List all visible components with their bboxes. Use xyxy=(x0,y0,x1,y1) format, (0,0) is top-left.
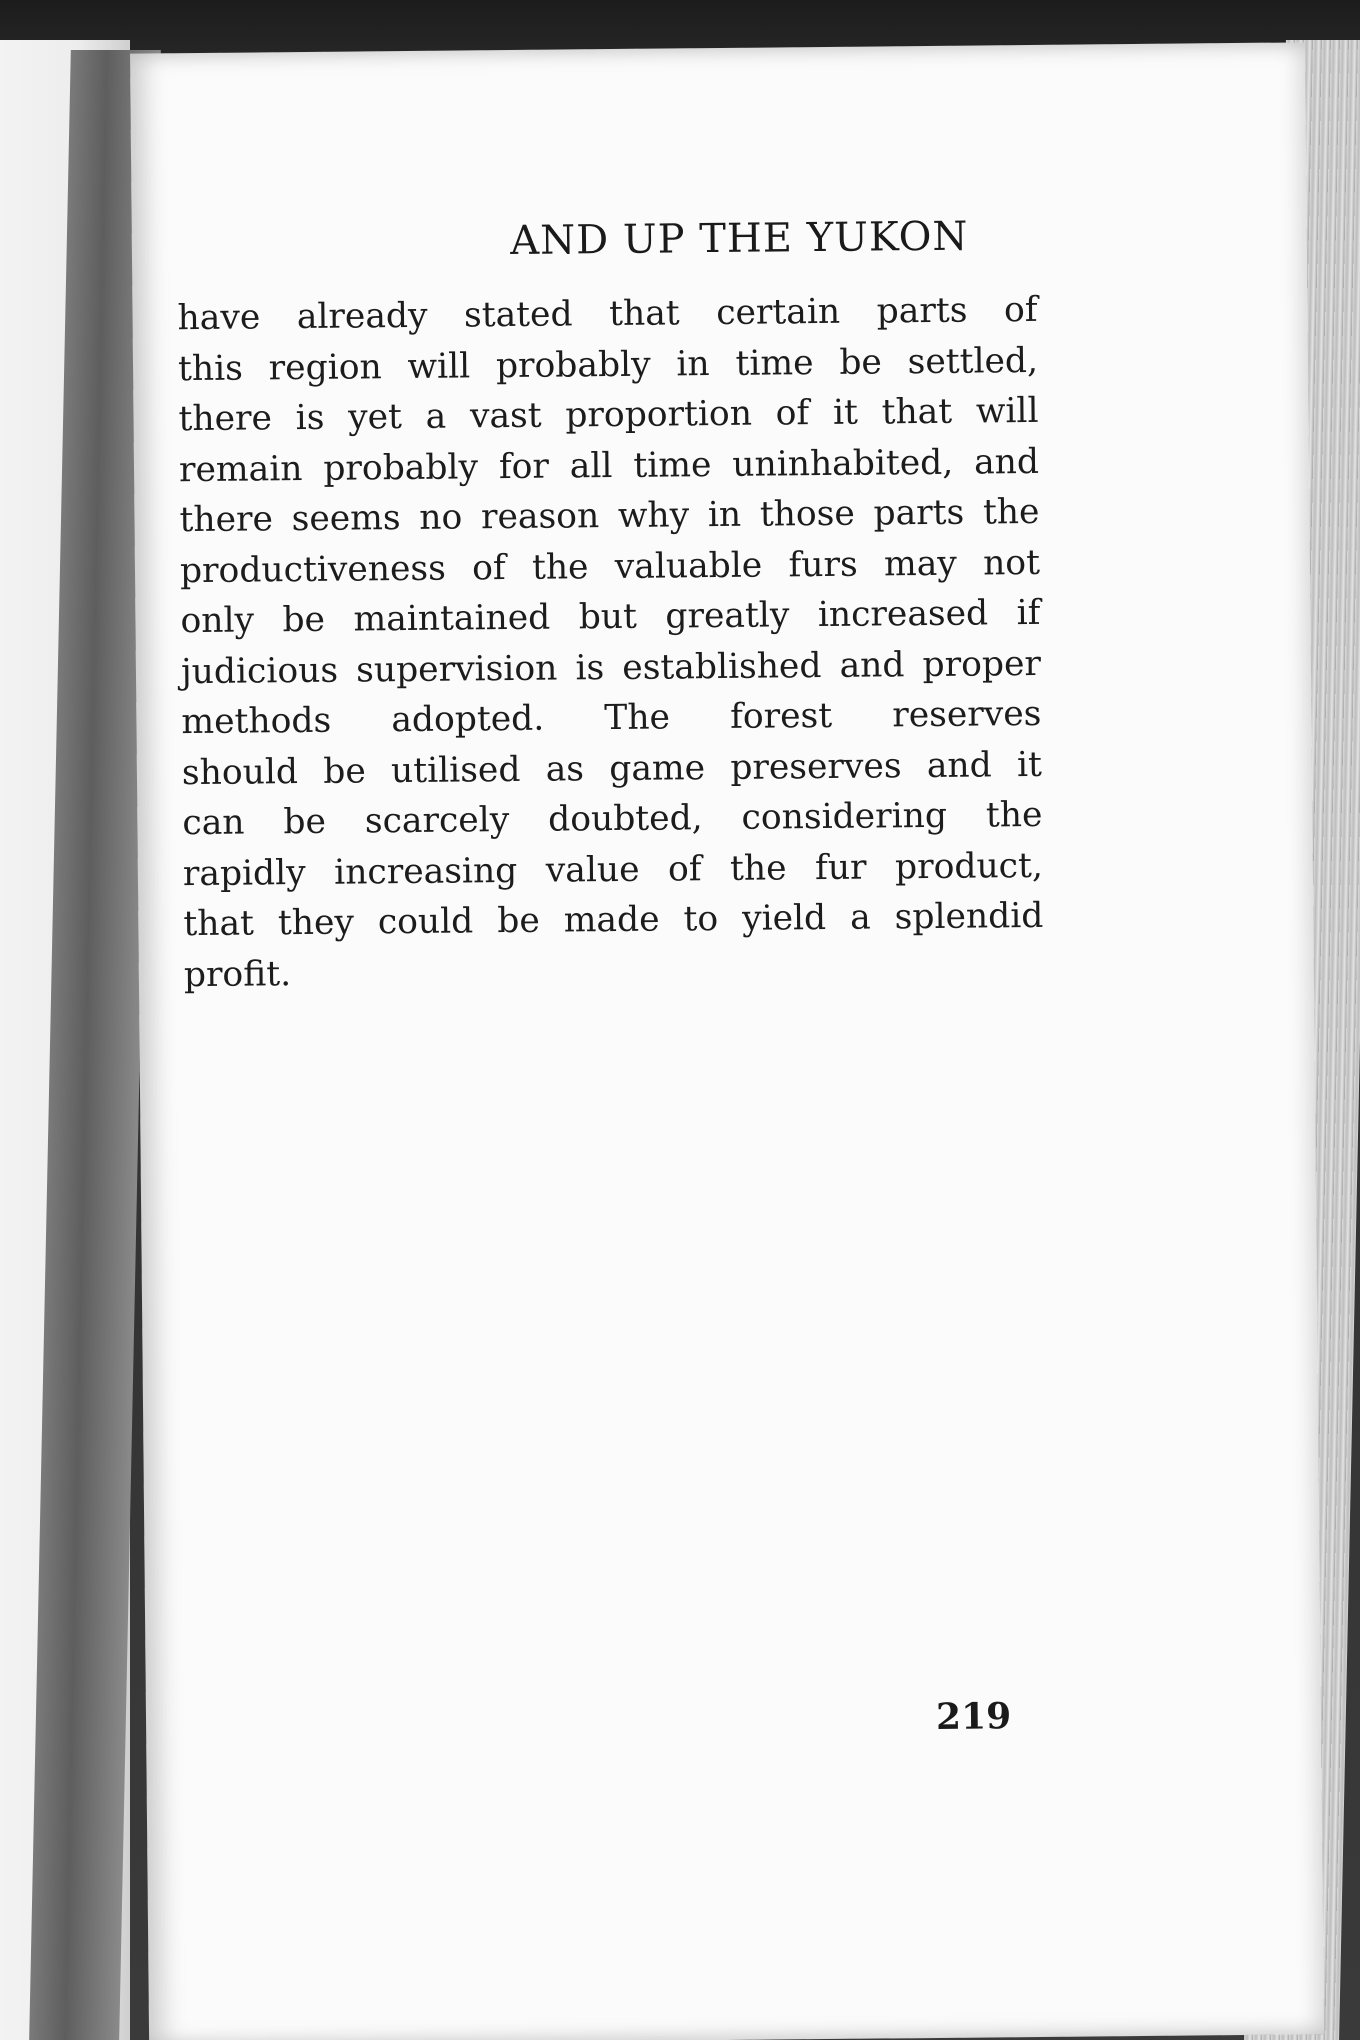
text-line: that they could be made to yield a splendid xyxy=(183,895,1044,945)
text-line: profit. xyxy=(183,953,292,995)
text-line: should be utilised as game preserves and it xyxy=(181,744,1043,793)
text-line: methods adopted. The forest reserves xyxy=(181,693,1042,743)
page-number: 219 xyxy=(935,1695,1012,1738)
body-text xyxy=(177,285,1044,1000)
running-head: AND UP THE YUKON xyxy=(510,213,969,264)
text-line: there is yet a vast proportion of it that will xyxy=(178,390,1039,440)
text-line: have already stated that certain parts of xyxy=(177,289,1038,339)
text-line: there seems no reason why in those parts the xyxy=(179,491,1040,541)
text-line: this region will probably in time be settled, xyxy=(177,340,1039,389)
text-line: productiveness of the valuable furs may not xyxy=(179,542,1041,591)
text-line: rapidly increasing value of the fur product, xyxy=(182,845,1044,894)
text-line: can be scarcely doubted, considering the xyxy=(182,794,1043,844)
book-page xyxy=(130,42,1324,2040)
text-line: only be maintained but greatly increased if xyxy=(180,592,1041,642)
text-line: judicious supervision is established and proper xyxy=(180,643,1042,692)
text-line: remain probably for all time uninhabited, and xyxy=(178,441,1040,490)
